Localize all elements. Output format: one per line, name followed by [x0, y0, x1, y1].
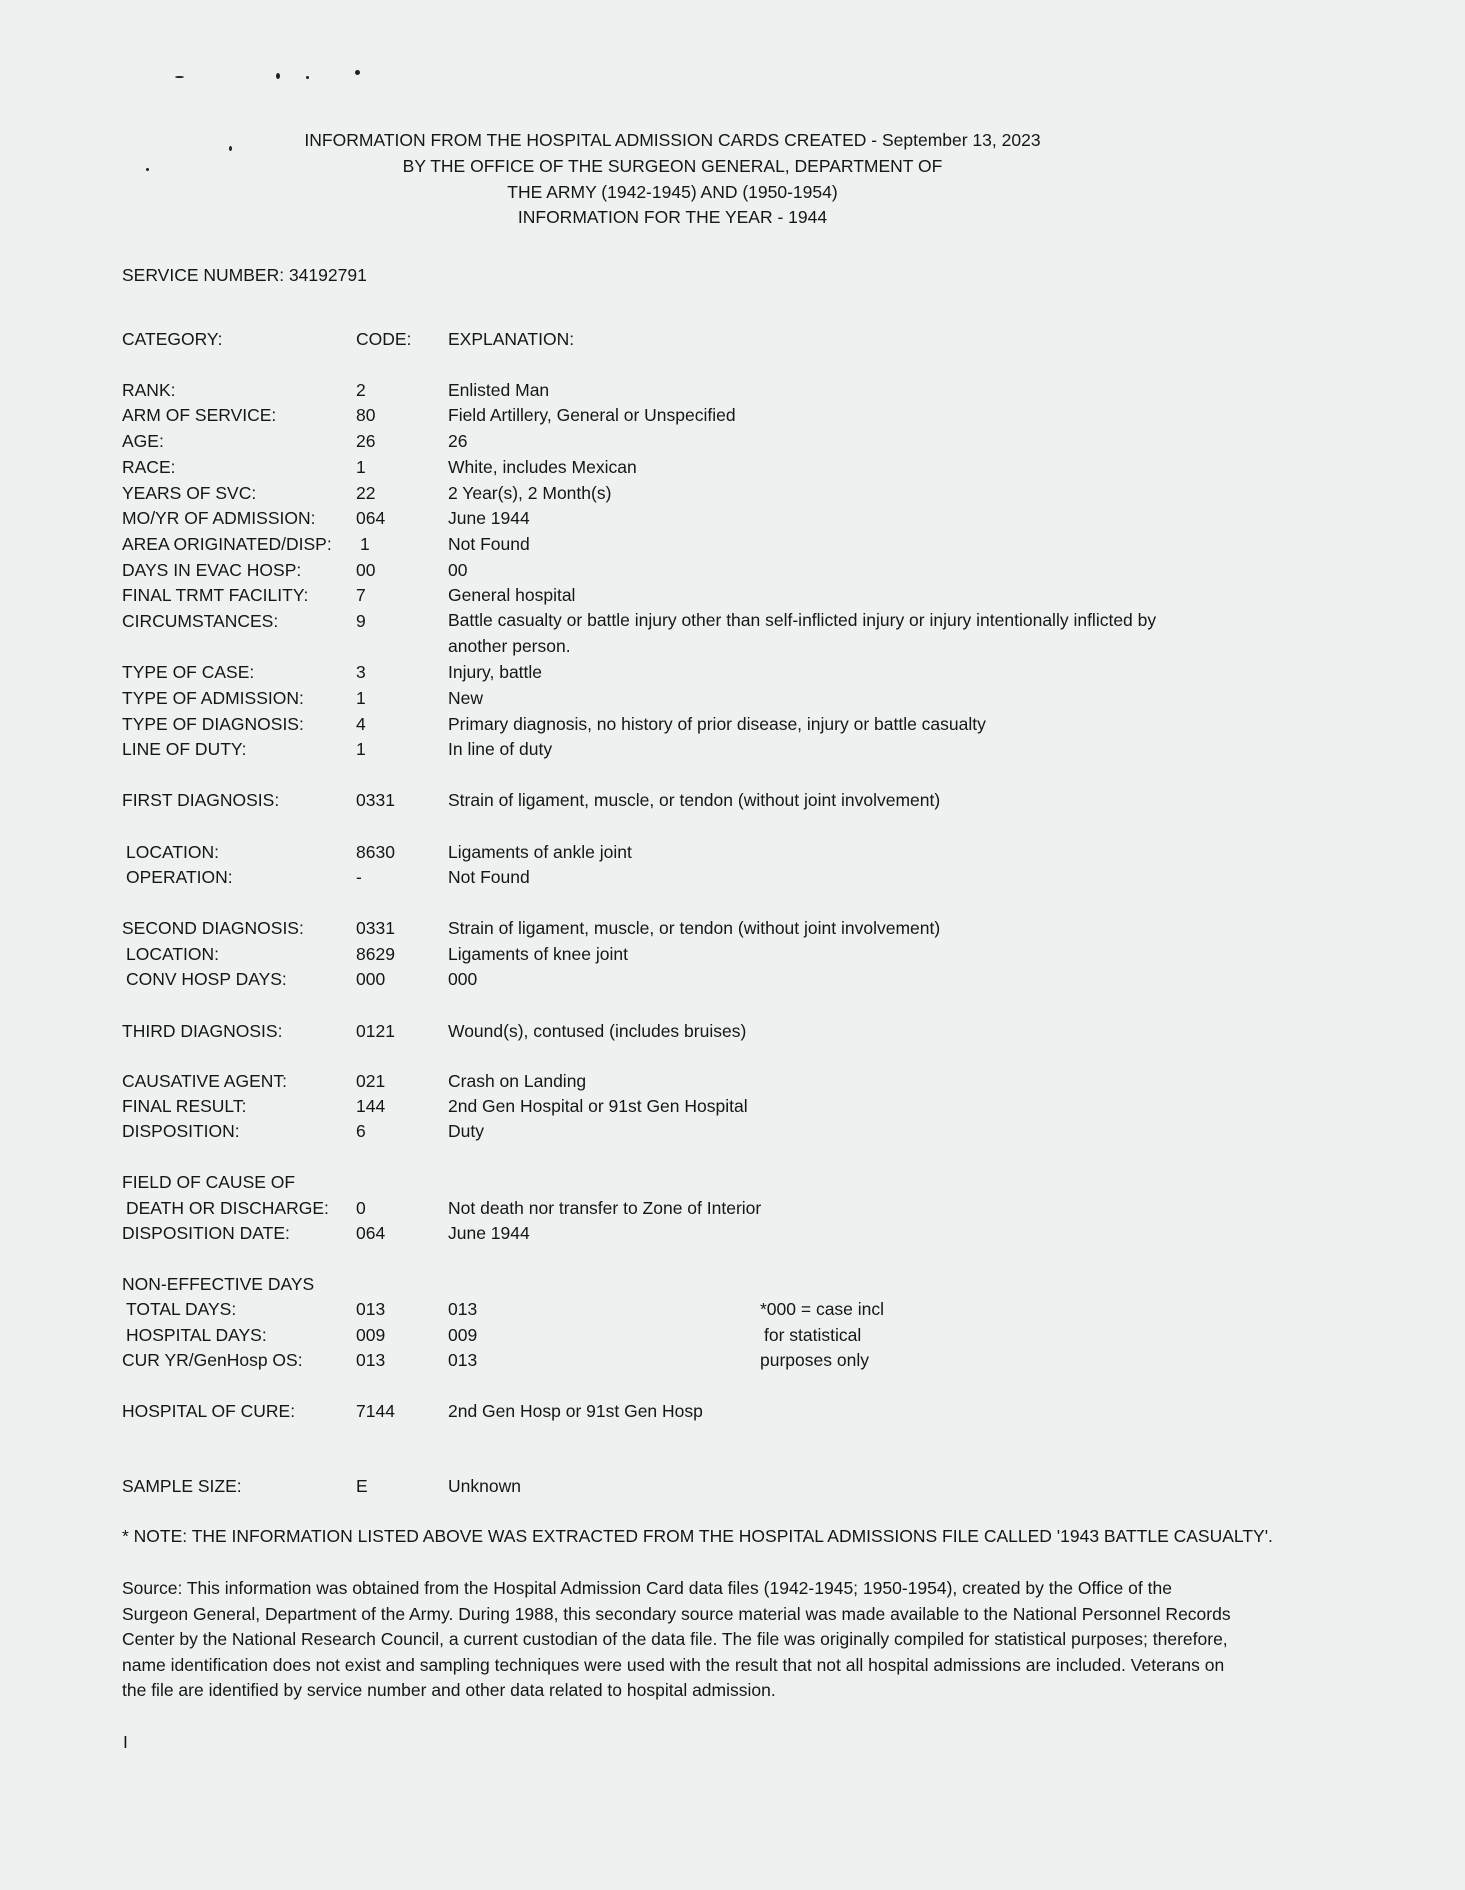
row-explanation-cur-yr: 013	[448, 1350, 478, 1370]
row-code-hospital-days: 009	[356, 1325, 386, 1345]
row-explanation-line-of-duty: In line of duty	[448, 739, 553, 759]
row-label-conv-days: CONV HOSP DAYS:	[126, 969, 287, 989]
row-explanation-admission: June 1944	[448, 508, 530, 528]
row-explanation-total-days: 013	[448, 1299, 478, 1319]
row-code-first-diagnosis: 0331	[356, 790, 395, 810]
service-number	[122, 264, 367, 286]
side-note-line-3: purposes only	[760, 1350, 869, 1370]
scan-speck	[276, 73, 280, 79]
row-code-arm: 80	[356, 405, 376, 425]
row-code-type-diagnosis: 4	[356, 714, 366, 734]
row-explanation-hospital-cure: 2nd Gen Hosp or 91st Gen Hosp	[448, 1401, 703, 1421]
row-code-rank: 2	[356, 380, 366, 400]
row-code-circumstances: 9	[356, 611, 366, 631]
row-explanation-causative: Crash on Landing	[448, 1071, 587, 1091]
row-code-third-diagnosis: 0121	[356, 1021, 395, 1041]
header-line-4: INFORMATION FOR THE YEAR - 1944	[517, 207, 828, 228]
document-header	[0, 128, 1345, 231]
row-explanation-rank: Enlisted Man	[448, 380, 550, 400]
row-explanation-first-diagnosis: Strain of ligament, muscle, or tendon (without joint involvement)	[448, 790, 941, 810]
row-label-arm: ARM OF SERVICE:	[122, 405, 277, 425]
row-explanation-type-case: Injury, battle	[448, 662, 543, 682]
column-header-category: CATEGORY:	[122, 329, 223, 349]
row-explanation-age: 26	[448, 431, 468, 451]
row-explanation-years-svc: 2 Year(s), 2 Month(s)	[448, 483, 612, 503]
row-explanation-operation: Not Found	[448, 867, 530, 887]
row-label-race: RACE:	[122, 457, 176, 477]
row-explanation-first-location: Ligaments of ankle joint	[448, 842, 632, 862]
page-marker: I	[123, 1732, 128, 1752]
row-code-admission: 064	[356, 508, 386, 528]
row-label-second-diagnosis: SECOND DIAGNOSIS:	[122, 918, 304, 938]
row-label-sample-size: SAMPLE SIZE:	[122, 1476, 242, 1496]
extraction-note: * NOTE: THE INFORMATION LISTED ABOVE WAS EXTRACTED FROM THE HOSPITAL ADMISSIONS FILE CALLED '1943 BATTLE CASUALTY'.	[122, 1526, 1273, 1546]
row-explanation-second-diagnosis: Strain of ligament, muscle, or tendon (without joint involvement)	[448, 918, 941, 938]
row-label-area: AREA ORIGINATED/DISP:	[122, 534, 332, 554]
row-code-evac-days: 00	[356, 560, 376, 580]
row-label-third-diagnosis: THIRD DIAGNOSIS:	[122, 1021, 283, 1041]
row-label-second-location: LOCATION:	[126, 944, 220, 964]
row-label-operation: OPERATION:	[126, 867, 233, 887]
row-label-hospital-cure: HOSPITAL OF CURE:	[122, 1401, 296, 1421]
row-explanation-evac-days: 00	[448, 560, 468, 580]
row-label-disposition-date: DISPOSITION DATE:	[122, 1223, 290, 1243]
side-note-line-1: *000 = case incl	[760, 1299, 885, 1319]
header-line-2: BY THE OFFICE OF THE SURGEON GENERAL, DEPARTMENT OF	[402, 155, 943, 176]
row-label-final-trmt: FINAL TRMT FACILITY:	[122, 585, 309, 605]
row-label-causative: CAUSATIVE AGENT:	[122, 1071, 287, 1091]
row-code-race: 1	[356, 457, 366, 477]
row-label-total-days: TOTAL DAYS:	[126, 1299, 237, 1319]
row-code-cur-yr: 013	[356, 1350, 386, 1370]
row-code-type-case: 3	[356, 662, 366, 682]
row-code-sample-size: E	[356, 1476, 368, 1496]
service-number-value: 34192791	[288, 265, 367, 285]
row-code-final-result: 144	[356, 1096, 386, 1116]
row-label-rank: RANK:	[122, 380, 176, 400]
column-header-code: CODE:	[356, 329, 412, 349]
row-code-second-diagnosis: 0331	[356, 918, 395, 938]
scan-speck	[355, 70, 360, 75]
row-label-hospital-days: HOSPITAL DAYS:	[126, 1325, 267, 1345]
row-code-operation: -	[356, 867, 362, 887]
row-explanation-second-location: Ligaments of knee joint	[448, 944, 628, 964]
row-explanation-conv-days: 000	[448, 969, 478, 989]
row-label-circumstances: CIRCUMSTANCES:	[122, 611, 279, 631]
row-label-cur-yr: CUR YR/GenHosp OS:	[122, 1350, 303, 1370]
row-code-disposition-date: 064	[356, 1223, 386, 1243]
scan-speck	[306, 76, 309, 79]
row-explanation-arm: Field Artillery, General or Unspecified	[448, 405, 736, 425]
row-code-causative: 021	[356, 1071, 386, 1091]
row-label-type-admission: TYPE OF ADMISSION:	[122, 688, 304, 708]
header-line-1: INFORMATION FROM THE HOSPITAL ADMISSION CARDS CREATED - September 13, 2023	[304, 130, 1041, 150]
row-label-disposition: DISPOSITION:	[122, 1121, 240, 1141]
row-explanation-disposition: Duty	[448, 1121, 484, 1141]
row-label-type-diagnosis: TYPE OF DIAGNOSIS:	[122, 714, 304, 734]
row-explanation-type-admission: New	[448, 688, 484, 708]
row-code-conv-days: 000	[356, 969, 386, 989]
row-code-years-svc: 22	[356, 483, 376, 503]
row-label-death-discharge: DEATH OR DISCHARGE:	[126, 1198, 329, 1218]
row-code-type-admission: 1	[356, 688, 366, 708]
row-code-hospital-cure: 7144	[356, 1401, 395, 1421]
row-code-total-days: 013	[356, 1299, 386, 1319]
row-label-non-effective-heading: NON-EFFECTIVE DAYS	[122, 1274, 315, 1294]
row-explanation-type-diagnosis: Primary diagnosis, no history of prior disease, injury or battle casualty	[448, 714, 986, 734]
row-code-death-discharge: 0	[356, 1198, 366, 1218]
scan-speck	[175, 76, 184, 78]
row-explanation-final-trmt: General hospital	[448, 585, 576, 605]
row-explanation-race: White, includes Mexican	[448, 457, 637, 477]
row-label-line-of-duty: LINE OF DUTY:	[122, 739, 247, 759]
row-label-type-case: TYPE OF CASE:	[122, 662, 255, 682]
row-label-evac-days: DAYS IN EVAC HOSP:	[122, 560, 302, 580]
row-code-second-location: 8629	[356, 944, 395, 964]
row-explanation-circumstances: Battle casualty or battle injury other than self-inflicted injury or injury intentionally inflicted by another person.	[448, 610, 1157, 656]
row-code-disposition: 6	[356, 1121, 366, 1141]
row-label-years-svc: YEARS OF SVC:	[122, 483, 257, 503]
header-line-3: THE ARMY (1942-1945) AND (1950-1954)	[507, 181, 838, 202]
row-explanation-area: Not Found	[448, 534, 530, 554]
row-code-line-of-duty: 1	[356, 739, 366, 759]
row-label-age: AGE:	[122, 431, 164, 451]
row-code-area: 1	[360, 534, 370, 554]
row-explanation-hospital-days: 009	[448, 1325, 478, 1345]
row-code-age: 26	[356, 431, 376, 451]
source-paragraph: Source: This information was obtained from the Hospital Admission Card data files (1942-1945; 1950-1954), created by the Office of the Surgeon General, Department of the Army. During 1988, this secondary source material was made available to the National Personnel Records Center by the National Research Council, a current custodian of the data file. The file was originally compiled for statistical purposes; therefore, name identification does not exist and sampling techniques were used with the result that not all hospital admissions are included. Veterans on the file are identified by service number and other data related to hospital admission.	[122, 1578, 1231, 1700]
row-label-final-result: FINAL RESULT:	[122, 1096, 247, 1116]
row-label-first-diagnosis: FIRST DIAGNOSIS:	[122, 790, 280, 810]
column-header-explanation: EXPLANATION:	[448, 329, 575, 349]
side-note-line-2: for statistical	[764, 1325, 862, 1345]
service-number-label: SERVICE NUMBER:	[122, 265, 285, 285]
row-label-first-location: LOCATION:	[126, 842, 220, 862]
row-code-first-location: 8630	[356, 842, 395, 862]
row-label-admission: MO/YR OF ADMISSION:	[122, 508, 316, 528]
row-explanation-disposition-date: June 1944	[448, 1223, 530, 1243]
row-explanation-third-diagnosis: Wound(s), contused (includes bruises)	[448, 1021, 747, 1041]
row-explanation-sample-size: Unknown	[448, 1476, 521, 1496]
row-explanation-final-result: 2nd Gen Hospital or 91st Gen Hospital	[448, 1096, 748, 1116]
row-label-field-cause-heading: FIELD OF CAUSE OF	[122, 1172, 296, 1192]
row-code-final-trmt: 7	[356, 585, 366, 605]
row-explanation-death-discharge: Not death nor transfer to Zone of Interior	[448, 1198, 762, 1218]
